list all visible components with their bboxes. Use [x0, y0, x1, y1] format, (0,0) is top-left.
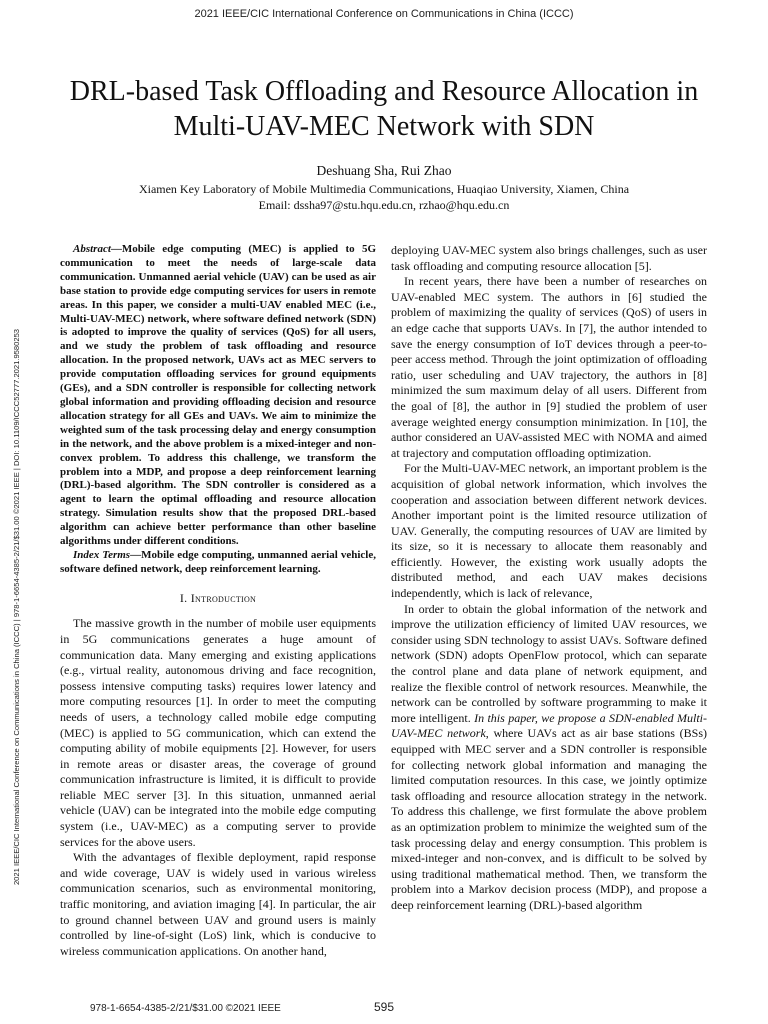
abstract — [60, 243, 376, 549]
intro-paragraph-5-emph: In this paper, we propose a SDN-enabled Multi-UAV-MEC network — [391, 710, 708, 741]
intro-paragraph-5-a: In order to obtain the global information of the network and improve the utilization efficiency of limited UAV resources, we consider using SDN technology to assist UAVs. Software defined network (SDN) adopts OpenFlow protocol, which can separate the control plane and data plane of network equipment, and realize the flexible control of network resources. Meanwhile, the network can be controlled by software programming to make it more intelligent. — [391, 601, 707, 725]
doi-sidebar-text: 2021 IEEE/CIC International Conference on Communications in China (ICCC) | 978-1-6654-4385-2/21/$31.00 ©2021 IEEE | DOI: 10.1109/ICCC52777.2021.9580253 — [12, 328, 21, 886]
intro-paragraph-2-cont: deploying UAV-MEC system also brings challenges, such as user task offloading and computing resource allocation [5]. — [391, 243, 707, 273]
index-terms-label: Index Terms — [73, 548, 131, 561]
page-number: 595 — [373, 1000, 395, 1014]
intro-paragraph-3: In recent years, there have been a number of researches on UAV-enabled MEC system. The authors in [6] studied the problem of maximizing the quality of services (QoS) of users in an edge cache that supports UAVs. In [7], the author intended to save the energy consumption of IoT devices through a peer-to-peer access method. Through the joint optimization of offloading ratio, user scheduling and UAV trajectory, the authors in [8] minimized the sum maximum delay of all users. Different from the goal of [8], the author in [9] studied the problem of user average weighted energy consumption minimization. In [10], the author considered an UAV-assisted MEC with NOMA and aimed at trajectory and computation offloading optimization. — [391, 274, 707, 460]
paper-title: DRL-based Task Offloading and Resource Allocation in Multi-UAV-MEC Network with SDN — [69, 76, 699, 142]
right-column — [391, 243, 707, 914]
conference-header: 2021 IEEE/CIC International Conference on Communications in China (ICCC) — [194, 8, 574, 20]
paper-authors: Deshuang Sha, Rui Zhao — [316, 163, 452, 178]
left-column — [60, 243, 376, 959]
intro-paragraph-4: For the Multi-UAV-MEC network, an important problem is the acquisition of global network information, which involves the cooperation and association between different network devices. Another important point is the limited resource utilization of UAV. Generally, the computing resources of UAV are limited by its size, so it is necessary to allocate them reasonably and efficiently. However, the existing work usually adopts the distributed method, and each UAV makes decisions independently, which is lack of relevance, — [391, 461, 707, 601]
doi-sidebar — [10, 262, 24, 952]
intro-paragraph-5-c: , where UAVs act as air base stations (BSs) equipped with MEC server and a SDN controller is responsible for collecting network global information and managing the limited computation resources. In this case, we jointly optimize task offloading and resource allocation strategy in the network. To address this challenge, we first formulate the above problem as an optimization problem to minimize the weighted sum of the task processing delay and energy consumption. This problem is mixed-integer and non-convex, and is difficult to be solved by using traditional mathematical method. Then, we transform the problem into a Markov decision process (MDP), and propose a deep reinforcement learning (DRL)-based algorithm — [391, 726, 707, 912]
paper-email: Email: dssha97@stu.hqu.edu.cn, rzhao@hqu.edu.cn — [258, 198, 510, 212]
intro-paragraph-2: With the advantages of flexible deployment, rapid response and wide coverage, UAV is widely used in various wireless communication scenarios, such as environmental monitoring, traffic monitoring, and aviation imaging [4]. In particular, the air to ground channel between UAV and ground users is mainly controlled by line-of-sight (LoS) link, which is conducive to wireless communication applications. On another hand, — [60, 850, 376, 958]
section-numeral: I. — [179, 590, 188, 605]
section-heading-introduction — [60, 591, 376, 607]
abstract-label: Abstract — [73, 243, 111, 255]
section-title: Introduction — [190, 590, 257, 605]
index-terms-text: —Mobile edge computing, unmanned aerial vehicle, software defined network, deep reinforcement learning. — [60, 548, 376, 575]
paper-affiliation: Xiamen Key Laboratory of Mobile Multimedia Communications, Huaqiao University, Xiamen, China — [138, 182, 630, 196]
intro-paragraph-1: The massive growth in the number of mobile user equipments in 5G communications generates a huge amount of communication data. Many emerging and existing applications (e.g., virtual reality, autonomous driving and face recognition, possess intensive computing tasks) requires lower latency and more computing resources [1]. In order to meet the computing needs of users, a technology called mobile edge computing (MEC) is applied to 5G communication, which can extend the computing ability of mobile equipments [2]. However, for users in remote areas or disaster areas, the coverage of ground communication infrastructure is limited, it is difficult to provide reliable MEC server [3]. In this situation, unmanned aerial vehicle (UAV) can be integrated into the mobile edge computing system (i.e., UAV-MEC) as a computing server to provide services for the above users. — [60, 616, 376, 849]
abstract-text: —Mobile edge computing (MEC) is applied to 5G communication to meet the needs of large-scale data communication. Unmanned aerial vehicle (UAV) can be used as air base station to provide edge computing services for users in remote areas. In this paper, we consider a multi-UAV enabled MEC (i.e., Multi-UAV-MEC) network, where software defined network (SDN) is adopted to improve the quality of services (QoS) for all users, and we study the problem of task offloading and resource allocation. In the proposed network, UAVs act as MEC servers to provide computation offloading services for ground equipments (GEs), and a SDN controller is responsible for collecting network global information and providing offloading decision and resource allocation strategy for all GEs and UAVs. We aim to minimize the weighted sum of the task processing delay and energy consumption in the network, and the above problem is a mixed-integer and non-convex problem. To address this challenge, we transform the problem into a MDP, and propose a deep reinforcement learning (DRL)-based algorithm. The SDN controller is considered as a agent to learn the optimal offloading and resource allocation strategy. Simulation results show that the proposed DRL-based algorithm can achieve better performance than other baseline algorithms under different conditions. — [60, 243, 376, 548]
footer-isbn: 978-1-6654-4385-2/21/$31.00 ©2021 IEEE — [90, 1003, 281, 1014]
index-terms — [60, 549, 376, 577]
intro-paragraph-5 — [391, 602, 707, 914]
